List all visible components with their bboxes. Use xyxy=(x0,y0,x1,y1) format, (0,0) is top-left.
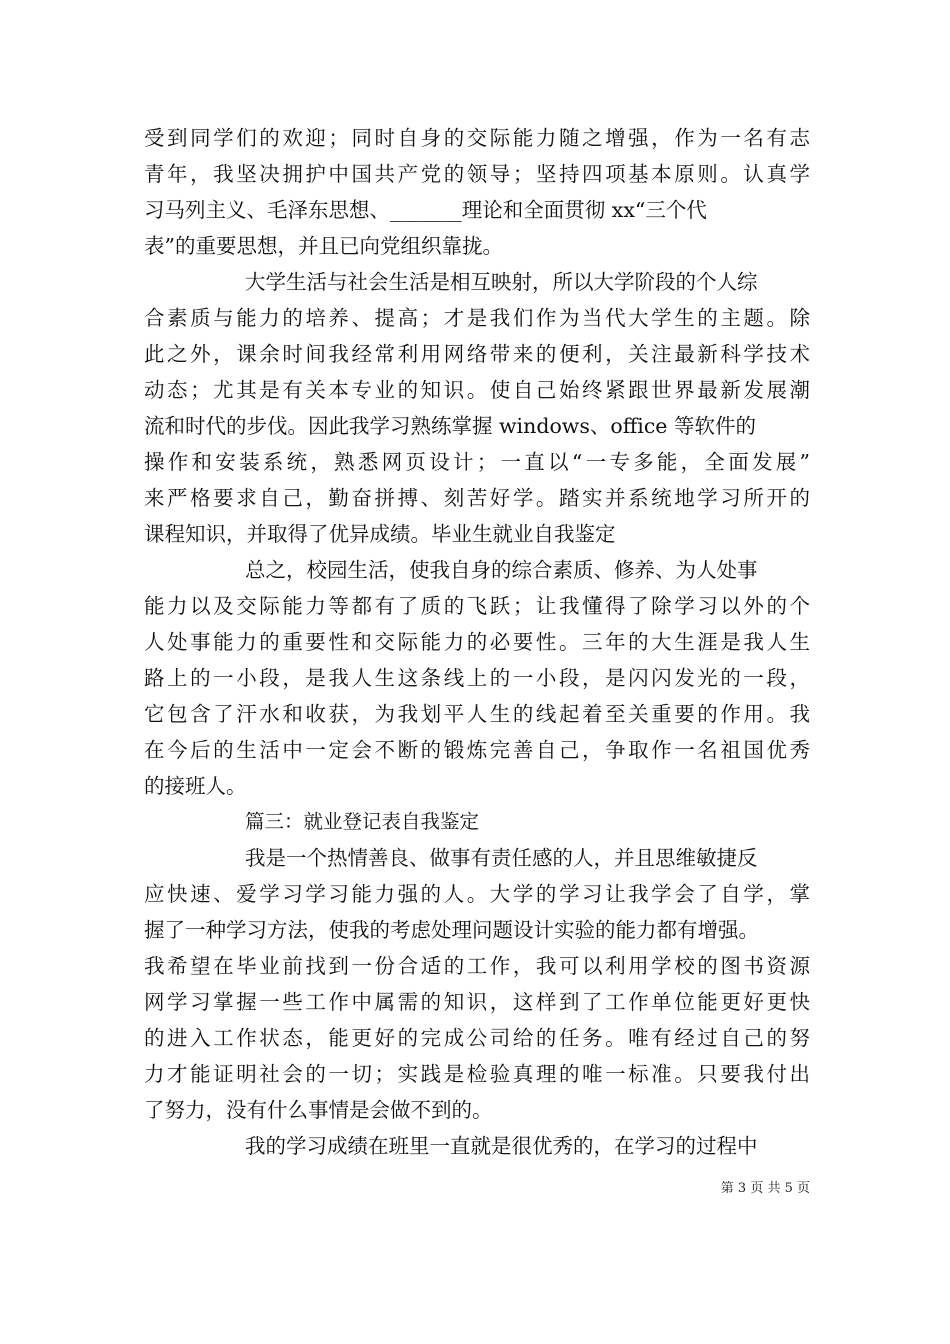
text-line: 我的学习成绩在班里一直就是很优秀的，在学习的过程中 xyxy=(245,1134,758,1158)
text-line: 合素质与能力的培养、提高；才是我们作为当代大学生的主题。除 xyxy=(144,306,810,330)
text-line: 了努力，没有什么事情是会做不到的。 xyxy=(144,1098,493,1122)
text-line: 流和时代的步伐。因此我学习熟练掌握 windows、office 等软件的 xyxy=(144,414,756,438)
text-line: 的接班人。 xyxy=(144,774,247,798)
document-body xyxy=(144,120,810,1164)
text-line: 大学生活与社会生活是相互映射，所以大学阶段的个人综 xyxy=(245,270,758,294)
text-line: 力才能证明社会的一切；实践是检验真理的唯一标准。只要我付出 xyxy=(144,1062,810,1086)
text-line: 路上的一小段，是我人生这条线上的一小段，是闪闪发光的一段， xyxy=(144,666,810,690)
text-line: 习马列主义、毛泽东思想、_______理论和全面贯彻 xx“三个代 xyxy=(144,198,707,222)
text-line: 它包含了汗水和收获，为我划平人生的线起着至关重要的作用。我 xyxy=(144,702,810,726)
text-line: 握了一种学习方法，使我的考虑处理问题设计实验的能力都有增强。 xyxy=(144,918,759,942)
text-line: 操作和安装系统，熟悉网页设计；一直以“一专多能，全面发展” xyxy=(144,450,810,474)
text-line: 的进入工作状态，能更好的完成公司给的任务。唯有经过自己的努 xyxy=(144,1026,810,1050)
text-line: 网学习掌握一些工作中属需的知识，这样到了工作单位能更好更快 xyxy=(144,990,810,1014)
text-line: 在今后的生活中一定会不断的锻炼完善自己，争取作一名祖国优秀 xyxy=(144,738,810,762)
text-line: 青年，我坚决拥护中国共产党的领导；坚持四项基本原则。认真学 xyxy=(144,162,810,186)
text-line: 应快速、爱学习学习能力强的人。大学的学习让我学会了自学，掌 xyxy=(144,882,810,906)
text-line: 总之，校园生活，使我自身的综合素质、修养、为人处事 xyxy=(245,558,758,582)
text-line: 表”的重要思想，并且已向党组织靠拢。 xyxy=(144,234,503,258)
text-line: 动态；尤其是有关本专业的知识。使自己始终紧跟世界最新发展潮 xyxy=(144,378,810,402)
text-line: 受到同学们的欢迎；同时自身的交际能力随之增强，作为一名有志 xyxy=(144,126,810,150)
page-number: 第 3 页 共 5 页 xyxy=(720,1181,810,1196)
section-heading: 篇三：就业登记表自我鉴定 xyxy=(245,810,480,833)
text-line: 我希望在毕业前找到一份合适的工作，我可以利用学校的图书资源 xyxy=(144,954,810,978)
text-line: 能力以及交际能力等都有了质的飞跃；让我懂得了除学习以外的个 xyxy=(144,594,810,618)
text-line: 我是一个热情善良、做事有责任感的人，并且思维敏捷反 xyxy=(245,846,758,870)
text-line: 课程知识，并取得了优异成绩。毕业生就业自我鉴定 xyxy=(144,522,616,546)
text-line: 人处事能力的重要性和交际能力的必要性。三年的大生涯是我人生 xyxy=(144,630,810,654)
text-line: 此之外，课余时间我经常利用网络带来的便利，关注最新科学技术 xyxy=(144,342,810,366)
text-line: 来严格要求自己，勤奋拼搏、刻苦好学。踏实并系统地学习所开的 xyxy=(144,486,810,510)
